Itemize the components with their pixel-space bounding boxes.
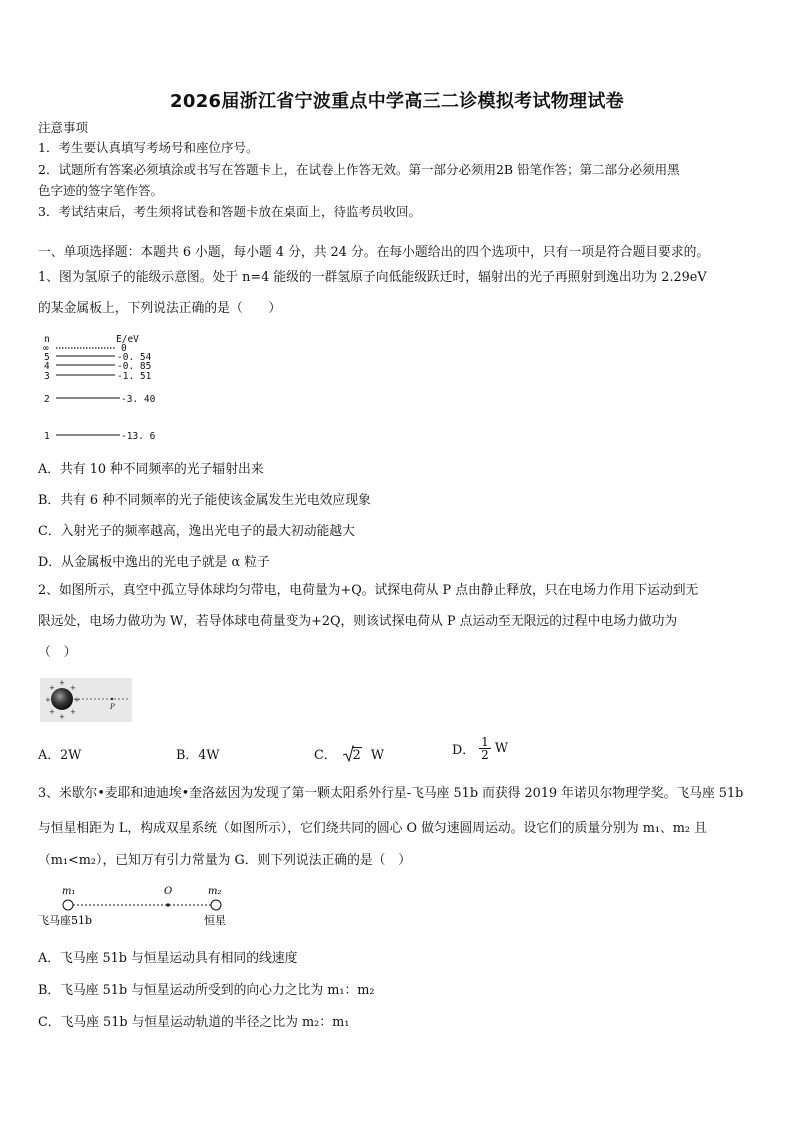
q3-stem-line3: （m₁<m₂），已知万有引力常量为 G．则下列说法正确的是（ ）: [38, 853, 412, 868]
q3-stem-line2: 与恒星相距为 L，构成双星系统（如图所示），它们绕共同的圆心 O 做匀速圆周运动。设它们的质量分别为 m₁、m₂ 且: [38, 821, 707, 836]
q2-option-d-prefix: D．: [452, 743, 476, 758]
planet-circle: [63, 900, 73, 910]
q3-option-b: B．飞马座 51b 与恒星运动所受到的向心力之比为 m₁：m₂: [38, 983, 375, 998]
q2-stem-line2: 限远处，电场力做功为 W，若导体球电荷量变为+2Q，则该试探电荷从 P 点运动至无限远的过程中电场力做功为: [38, 614, 678, 629]
q2-stem-line3: （ ）: [38, 645, 77, 660]
level-e-4: -0. 85: [117, 361, 152, 372]
center-point: [166, 903, 169, 906]
notice-item-3: 3．考试结束后，考生须将试卷和答题卡放在桌面上，待监考员收回。: [38, 204, 421, 219]
star-name: 恒星: [204, 914, 226, 927]
level-n-5: 5: [44, 352, 50, 363]
svg-text:+: +: [59, 679, 65, 687]
q1-option-d: D．从金属板中逸出的光电子就是 α 粒子: [38, 555, 270, 570]
level-n-4: 4: [44, 361, 50, 372]
level-n-1: 1: [44, 431, 50, 442]
q1-option-a: A．共有 10 种不同频率的光子辐射出来: [38, 462, 264, 477]
q2-stem-line1: 2、如图所示，真空中孤立导体球均匀带电，电荷量为+Q。试探电荷从 P 点由静止释放，只在电场力作用下运动到无: [38, 583, 699, 598]
notice-item-2-cont: 色字迹的签字笔作答。: [38, 183, 164, 198]
n-axis-label: n: [44, 334, 50, 345]
fraction-numerator: 1: [481, 735, 489, 749]
svg-text:+: +: [70, 684, 76, 692]
svg-text:+: +: [45, 696, 51, 704]
sqrt-radicand: 2: [352, 748, 361, 763]
star-circle: [211, 900, 221, 910]
notice-item-2: 2．试题所有答案必须填涂或书写在答题卡上，在试卷上作答无效。第一部分必须用2B 铅笔作答；第二部分必须用黑: [38, 162, 680, 177]
planet-name: 飞马座51b: [38, 914, 93, 927]
point-p: [111, 698, 113, 700]
svg-text:+: +: [59, 713, 65, 721]
q1-stem-line1: 1、图为氢原子的能级示意图。处于 n=4 能级的一群氢原子向低能级跃迁时，辐射出的光子再照射到逸出功为 2.29eV: [38, 270, 707, 285]
notice-heading: 注意事项: [38, 120, 89, 135]
sqrt-icon: [343, 748, 362, 763]
e-axis-label: E/eV: [116, 334, 139, 345]
q3-option-a: A．飞马座 51b 与恒星运动具有相同的线速度: [38, 951, 298, 966]
fraction: [479, 736, 491, 761]
level-n-inf: ∞: [43, 343, 49, 354]
binary-star-figure: [36, 884, 236, 930]
level-e-1: -13. 6: [121, 431, 156, 442]
svg-text:+: +: [74, 696, 80, 704]
q1-stem-line2: 的某金属板上，下列说法正确的是（ ）: [38, 301, 282, 316]
sqrt-sign: [343, 745, 354, 762]
section-heading: 一、单项选择题：本题共 6 小题，每小题 4 分，共 24 分。在每小题给出的四个选项中，只有一项是符合题目要求的。: [38, 245, 710, 260]
svg-text:+: +: [49, 684, 55, 692]
level-e-inf: 0: [121, 343, 127, 354]
level-e-2: -3. 40: [121, 394, 156, 405]
level-e-5: -0. 54: [117, 352, 152, 363]
q1-option-b: B．共有 6 种不同频率的光子能使该金属发生光电效应现象: [38, 493, 371, 508]
fraction-denominator: 2: [481, 748, 489, 762]
q2-option-c-prefix: C．: [314, 748, 337, 763]
q2-option-a: A．2W: [38, 748, 82, 763]
m2-label: m₂: [208, 886, 222, 897]
m1-label: m₁: [62, 886, 76, 897]
level-n-3: 3: [44, 371, 50, 382]
q2-option-c: [314, 744, 384, 763]
svg-text:+: +: [49, 708, 55, 716]
notice-item-1: 1．考生要认真填写考场号和座位序号。: [38, 140, 259, 155]
level-n-2: 2: [44, 394, 50, 405]
q2-option-d: [452, 736, 508, 761]
energy-level-diagram: [40, 332, 180, 444]
charged-sphere-figure: [40, 678, 132, 722]
q2-option-d-unit: W: [494, 741, 509, 756]
q2-option-b: B．4W: [176, 748, 220, 763]
p-label: P: [110, 703, 115, 711]
q3-option-c: C．飞马座 51b 与恒星运动轨道的半径之比为 m₂：m₁: [38, 1015, 350, 1030]
q2-option-c-unit: W: [370, 748, 385, 763]
o-label: O: [164, 886, 173, 897]
q1-option-c: C．入射光子的频率越高，逸出光电子的最大初动能越大: [38, 524, 355, 539]
q3-stem-line1: 3、米歇尔•麦耶和迪迪埃•奎洛兹因为发现了第一颗太阳系外行星-飞马座 51b 而获得 2019 年诺贝尔物理学奖。飞马座 51b: [38, 786, 744, 801]
page-title: 2026届浙江省宁波重点中学高三二诊模拟考试物理试卷: [170, 91, 624, 112]
svg-text:+: +: [70, 708, 76, 716]
level-e-3: -1. 51: [117, 371, 152, 382]
